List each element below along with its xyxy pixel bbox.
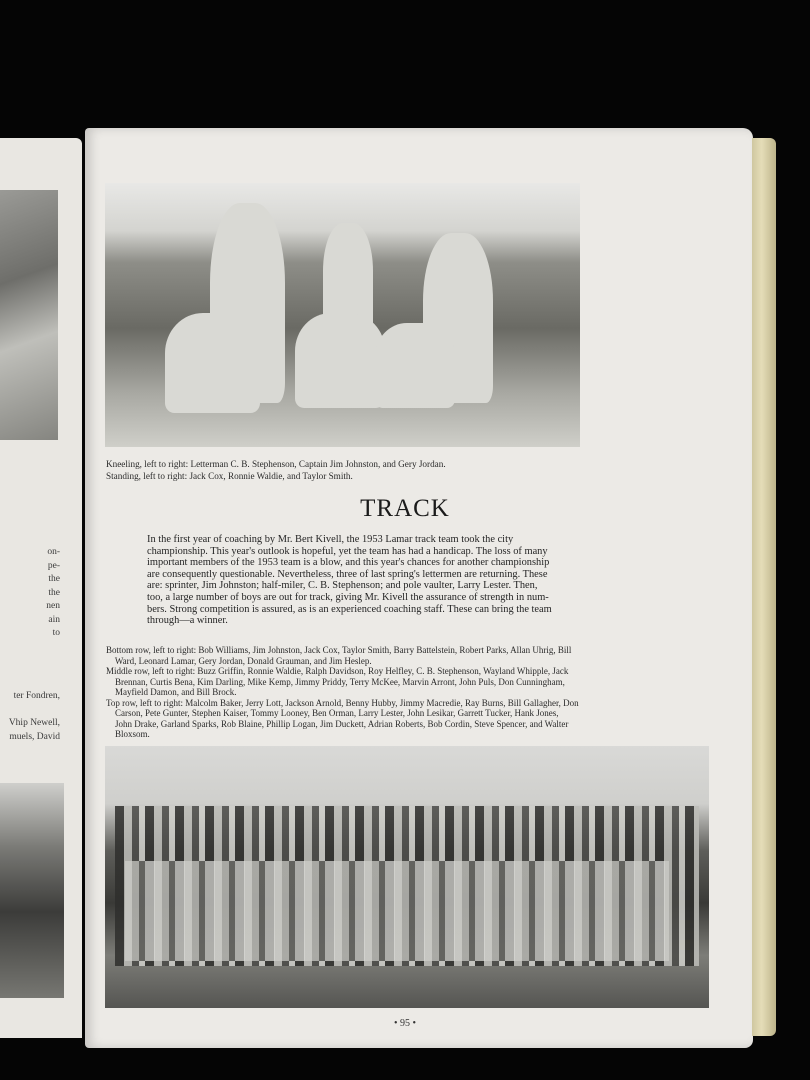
- left-page-text-lower: ter Fondren, Vhip Newell, muels, David: [8, 691, 60, 742]
- book-cover-edge: [752, 138, 776, 1036]
- page-number: • 95 •: [393, 1018, 416, 1029]
- left-page-photo-top: [0, 190, 58, 440]
- team-rows-caption: Bottom row, left to right: Bob Williams, Jim Johnston, Jack Cox, Taylor Smith, Barry Battelstein, Robert Parks, Allan Uhrig, Bill Ward, Leonard Lamar, Gery Jordan, Donald Grauman, and Jim Heslep. Middle row, left to right: Buzz Griffin, Ronnie Waldie, Ralph Davidson, Roy Helfley, C. B. Stephenson, Wayland Whipple, Jack Brennan, Curtis Bena, Kim Darling, Mike Kemp, Jimmy Priddy, Terry McKee, Marvin Arront, John Puls, Don Cunningham, Mayfield Damon, and Bill Brock. Top row, left to right: Malcolm Baker, Jerry Lott, Jackson Arnold, Benny Hubby, Jimmy Macredie, Ray Burns, Bill Gallagher, Don Carson, Pete Gunter, Stephen Kaiser, Tommy Looney, Ben Orman, Larry Lester, John Lesikar, Garrett Tucker, Hank Jones, John Drake, Garland Sparks, Rob Blaine, Phillip Logan, Jim Duckett, Adrian Roberts, Bob Cordin, Steve Spencer, and Walter Bloxsom.: [106, 645, 579, 739]
- left-facing-page: [0, 138, 82, 1038]
- left-page-text-upper: on- pe- the the nen ain to: [46, 547, 60, 638]
- page-title: TRACK: [360, 495, 450, 522]
- left-page-photo-bottom: [0, 783, 64, 998]
- track-photo-top: [105, 183, 580, 447]
- track-article-body: In the first year of coaching by Mr. Bert Kivell, the 1953 Lamar track team took the city championship. This year's outlook is hopeful, yet the team has had a handicap. The loss of many important members of the 1953 team is a blow, and this year's chances for another championship are consequently questionable. Nevertheless, three of last spring's lettermen are returning. These are: sprinter, Jim Johnston; half-miler, C. B. Stephenson; and pole vaulter, Larry Lester. Then, too, a large number of boys are out for track, giving Mr. Kivell the assurance of strength in num- bers. Strong competition is assured, as is an experienced coaching staff. These can bring the team through—a winner.: [147, 534, 552, 627]
- top-photo-caption: Kneeling, left to right: Letterman C. B. Stephenson, Captain Jim Johnston, and Gery Jordan. Standing, left to right: Jack Cox, Ronnie Waldie, and Taylor Smith.: [106, 459, 446, 481]
- track-photo-team: [105, 746, 709, 1008]
